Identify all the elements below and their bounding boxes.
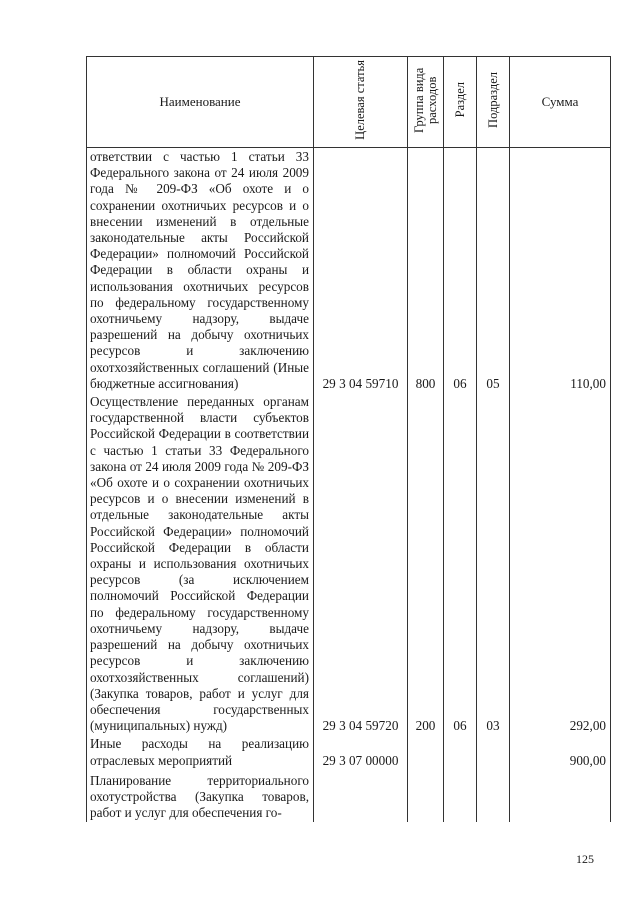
row-amount: 900,00 [510, 735, 611, 769]
header-subsection: Подраздел [477, 57, 510, 148]
header-name: Наименование [87, 57, 314, 148]
row-group [408, 735, 444, 769]
table-row [87, 393, 611, 735]
page-number: 125 [576, 852, 594, 866]
table-header-row [87, 57, 611, 148]
row-name: Иные расходы на реализацию отраслевых мероприятий [87, 735, 314, 769]
row-group: 200 [408, 393, 444, 735]
row-section [444, 770, 477, 823]
row-section: 06 [444, 393, 477, 735]
row-subsection [477, 735, 510, 769]
row-group: 800 [408, 148, 444, 394]
row-amount: 292,00 [510, 393, 611, 735]
header-section: Раздел [444, 57, 477, 148]
row-subsection: 03 [477, 393, 510, 735]
row-section: 06 [444, 148, 477, 394]
row-subsection [477, 770, 510, 823]
header-target: Целевая статья [314, 57, 408, 148]
row-amount: 110,00 [510, 148, 611, 394]
table-row [87, 148, 611, 394]
table-row [87, 735, 611, 769]
table-row [87, 770, 611, 823]
row-name: Осуществление переданных органам государственной власти субъектов Российской Федерации в соответствии с частью 1 статьи 33 Федерального закона от 24 июля 2009 года № 209-ФЗ «Об охоте и о сохранении охотничьих ресурсов и о внесении изменений в отдельные законодательные акты Российской Федерации» полномочий Российской Федерации в области охраны и использования охотничьих ресурсов (за исключением полномочий Российской Федерации по федеральному государственному охотничьему надзору, выдаче разрешений на добычу охотничьих ресурсов и заключению охотхозяйственных соглашений) (Закупка товаров, работ и услуг для обеспечения государственных (муниципальных) нужд) [87, 393, 314, 735]
row-target: 29 3 04 59720 [314, 393, 408, 735]
row-amount [510, 770, 611, 823]
budget-table [86, 56, 611, 822]
row-name: ответствии с частью 1 статьи 33 Федерального закона от 24 июля 2009 года № 209-ФЗ «Об охоте и о сохранении охотничьих ресурсов и о внесении изменений в отдельные законодательные акты Российской Федерации» полномочий Российской Федерации в области охраны и использования охотничьих ресурсов по федеральному государственному охотничьему надзору, выдаче разрешений на добычу охотничьих ресурсов и заключению охотхозяйственных соглашений (Иные бюджетные ассигнования) [87, 148, 314, 394]
row-group [408, 770, 444, 823]
header-expense-group: Группа вида расходов [408, 57, 444, 148]
row-target [314, 770, 408, 823]
header-amount: Сумма [510, 57, 611, 148]
row-target: 29 3 04 59710 [314, 148, 408, 394]
row-name: Планирование территориального охотустройства (Закупка товаров, работ и услуг для обеспечения го- [87, 770, 314, 823]
row-section [444, 735, 477, 769]
row-subsection: 05 [477, 148, 510, 394]
row-target: 29 3 07 00000 [314, 735, 408, 769]
